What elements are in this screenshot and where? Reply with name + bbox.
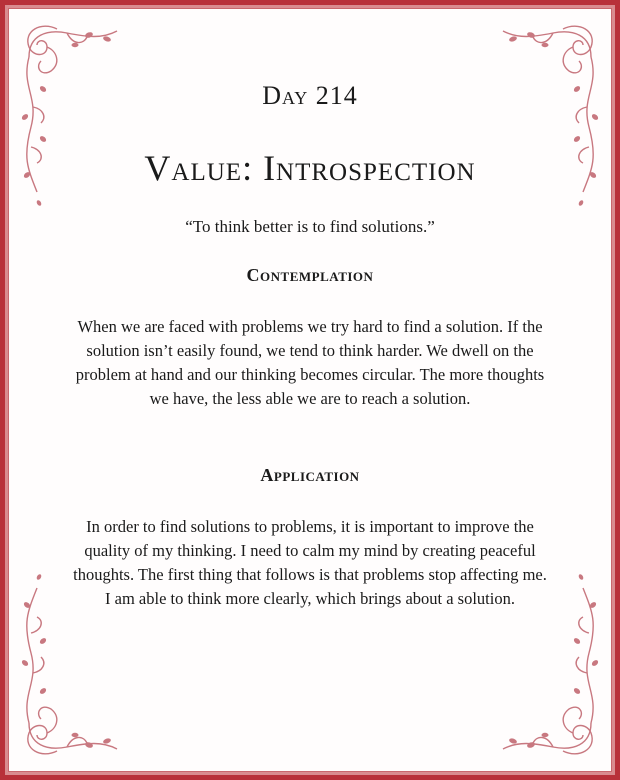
contemplation-text: When we are faced with problems we try hard to find a solution. If the solution isn’t easily found, we tend to think harder. We dwell on the problem at hand and our thinking becomes circular. The more thoughts we have, the less able we are to reach a solution. <box>75 317 545 408</box>
application-heading: Application <box>260 465 360 485</box>
inner-border <box>5 5 615 775</box>
contemplation-heading: Contemplation <box>246 265 374 285</box>
quote: “To think better is to find solutions.” <box>185 217 435 236</box>
application-text: In order to find solutions to problems, it is important to improve the quality of my thinking. I need to calm my mind by creating peaceful thoughts. The first thing that follows is that problems stop affecting me. I am able to think more clearly, which brings about a solution. <box>73 517 547 608</box>
day-title: Day 214 <box>262 81 358 110</box>
paper <box>8 8 612 772</box>
value-title: Value: Introspection <box>144 148 476 188</box>
